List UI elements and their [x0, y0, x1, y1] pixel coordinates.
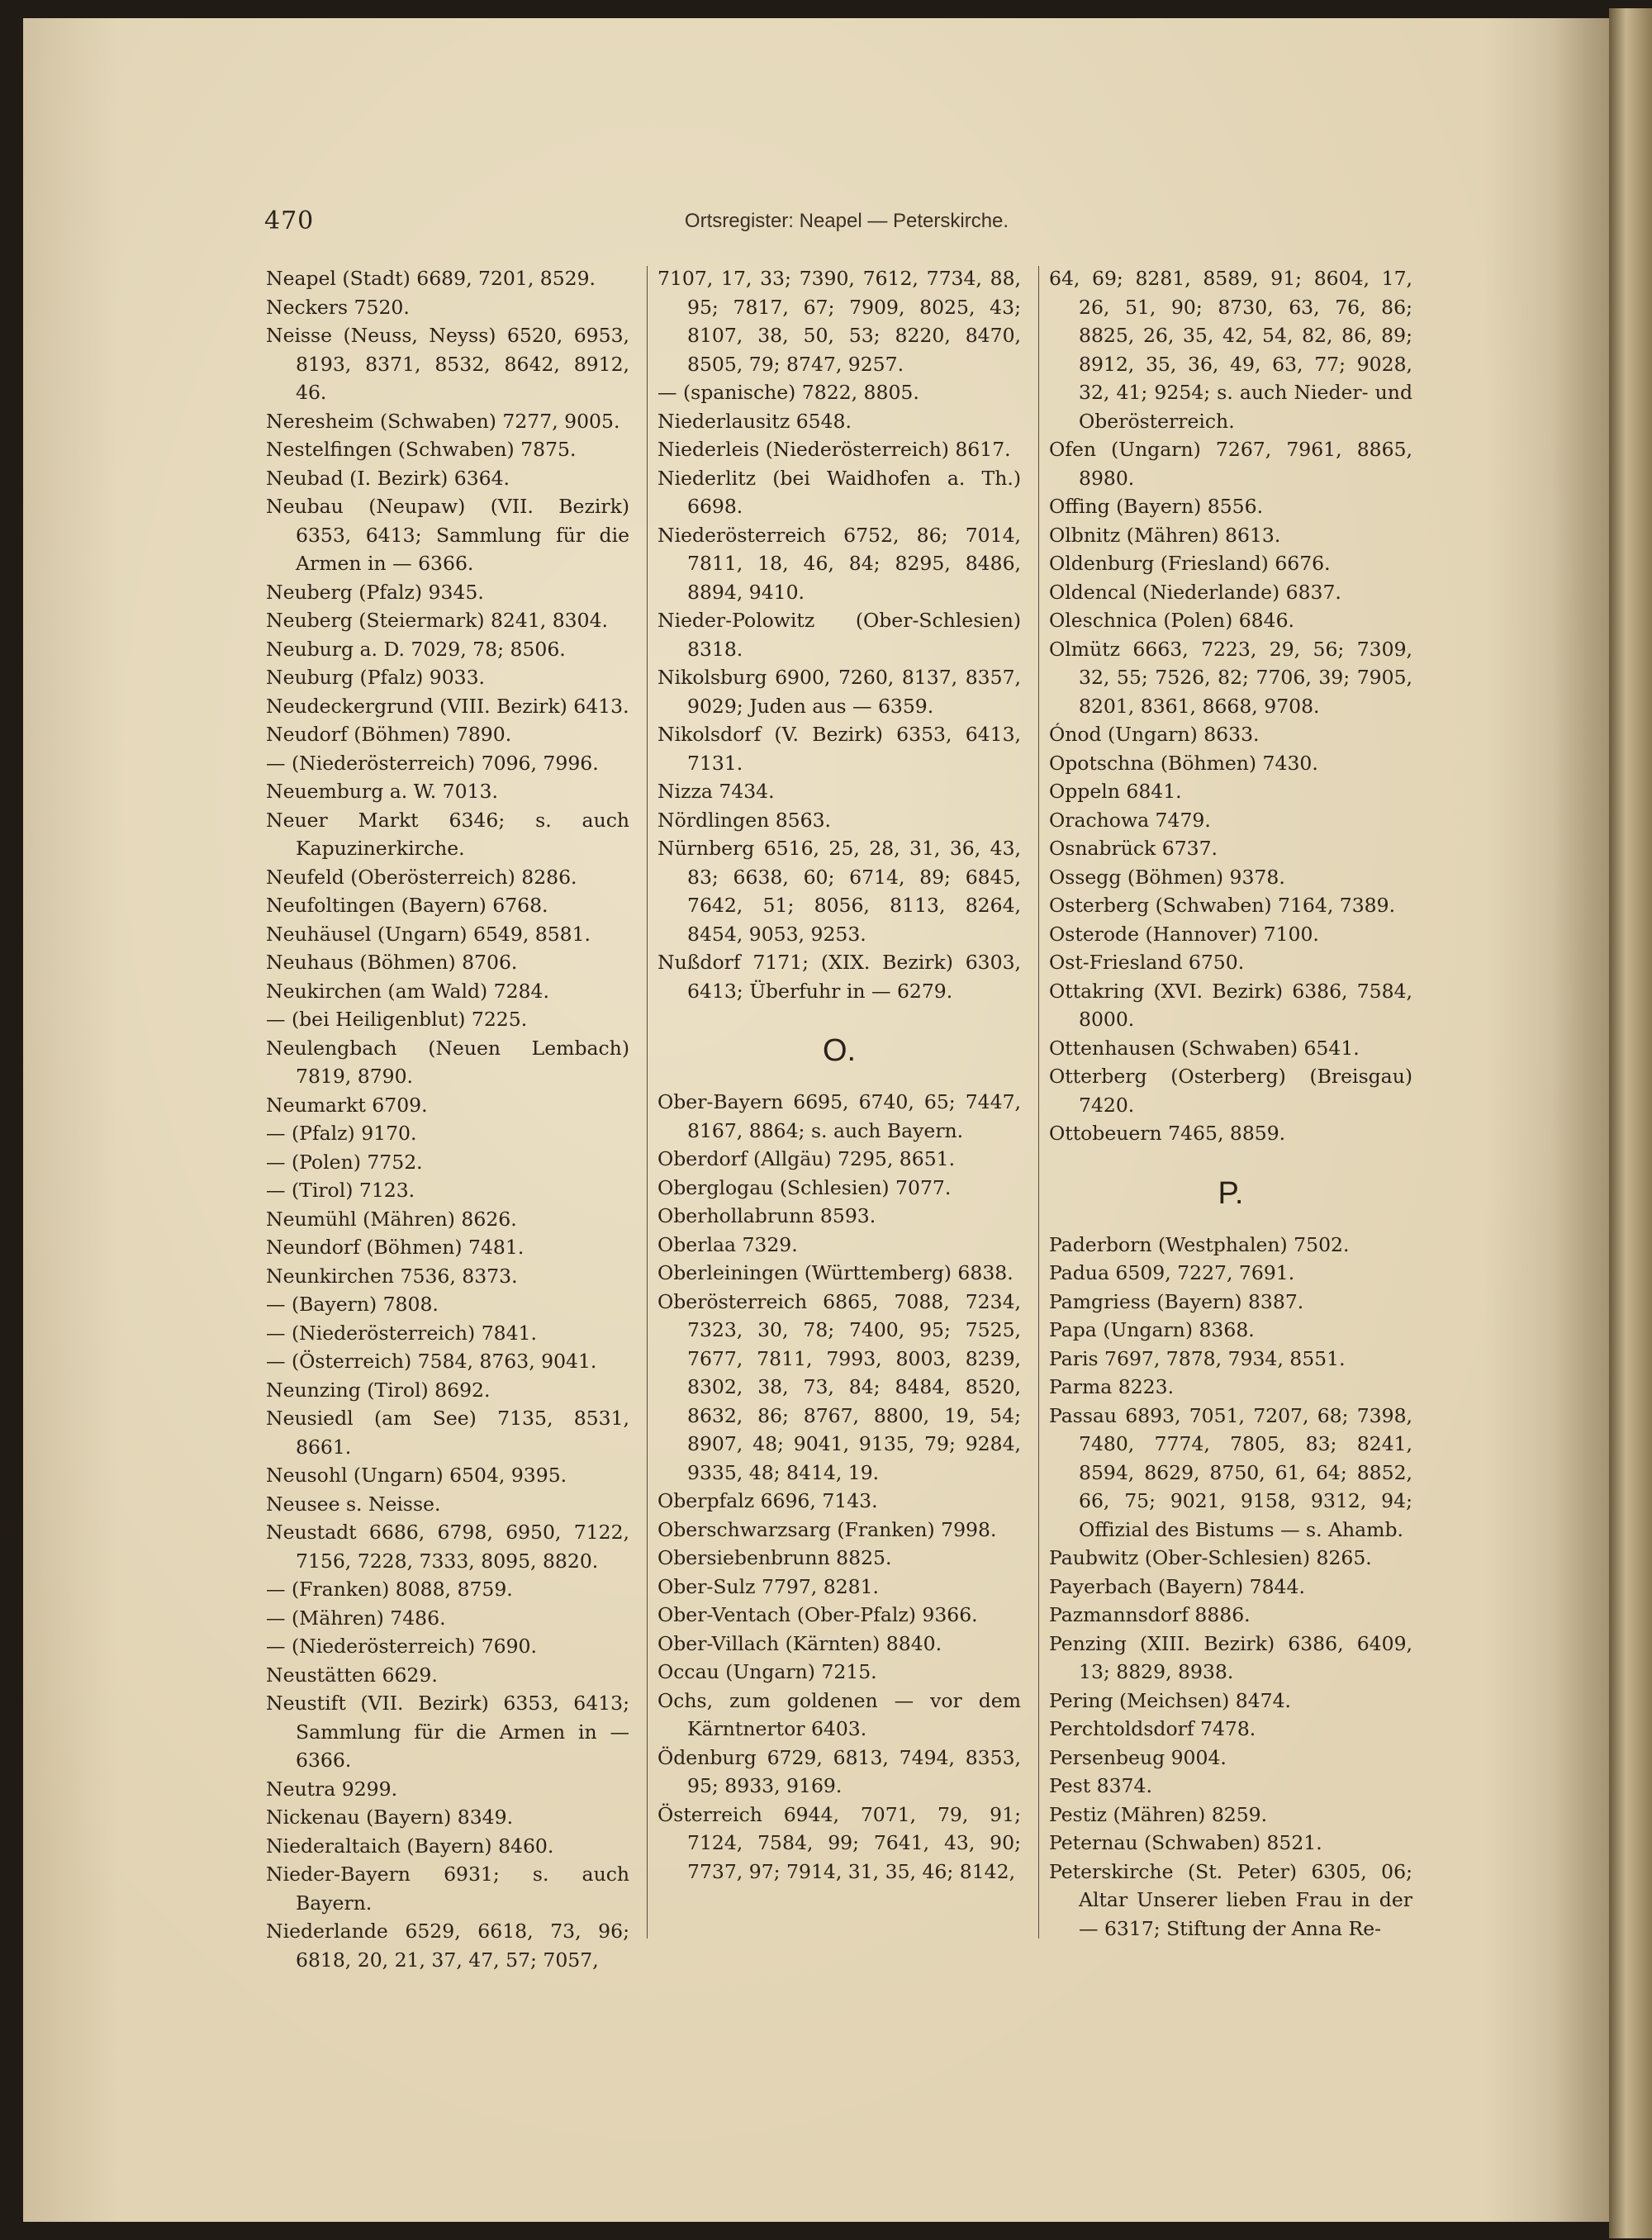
index-entry: Neuhäusel (Ungarn) 6549, 8581.: [266, 922, 591, 946]
index-entry: Opotschna (Böhmen) 7430.: [1049, 751, 1318, 775]
index-entry: Parma 8223.: [1049, 1375, 1175, 1398]
index-entry: Neuberg (Steiermark) 8241, 8304.: [266, 609, 609, 632]
index-entry: Ost-Friesland 6750.: [1049, 951, 1245, 974]
index-entry: Neuer Markt 6346; s. auch Kapuzinerkirche.: [266, 808, 629, 860]
index-entry: Penzing (XIII. Bezirk) 6386, 6409, 13; 8829, 8938.: [1049, 1631, 1412, 1683]
entry-list-col1: [266, 264, 629, 1974]
index-entry: Pest 8374.: [1049, 1774, 1152, 1797]
index-entry: Ober-Bayern 6695, 6740, 65; 7447, 8167, 8864; s. auch Bayern.: [657, 1090, 1021, 1142]
index-entry: Neubad (I. Bezirk) 6364.: [266, 466, 510, 490]
index-entry: Nieder-Bayern 6931; s. auch Bayern.: [266, 1863, 629, 1915]
index-entry: Oldencal (Niederlande) 6837.: [1049, 580, 1341, 604]
index-entry: Paris 7697, 7878, 7934, 8551.: [1049, 1346, 1346, 1370]
index-entry: Osnabrück 6737.: [1049, 837, 1218, 860]
index-entry: Pering (Meichsen) 8474.: [1049, 1688, 1292, 1712]
index-entry: Neusee s. Neisse.: [266, 1492, 441, 1516]
index-entry: Neudeckergrund (VIII. Bezirk) 6413.: [266, 694, 629, 718]
index-entry: Oberpfalz 6696, 7143.: [657, 1489, 878, 1512]
index-entry: Otterberg (Osterberg) (Breisgau) 7420.: [1049, 1065, 1412, 1117]
index-entry: — (Niederösterreich) 7096, 7996.: [266, 751, 599, 775]
index-entry: Neuberg (Pfalz) 9345.: [266, 580, 484, 604]
index-entry: Niederleis (Niederösterreich) 8617.: [657, 438, 1011, 461]
index-entry: Nickenau (Bayern) 8349.: [266, 1806, 514, 1829]
index-entry: Olbnitz (Mähren) 8613.: [1049, 523, 1281, 547]
index-entry: Oldenburg (Friesland) 6676.: [1049, 552, 1331, 575]
index-entry: Ochs, zum goldenen — vor dem Kärntnertor 6403.: [657, 1688, 1021, 1740]
index-entry: — (Franken) 8088, 8759.: [266, 1578, 513, 1601]
index-entry: Neunzing (Tirol) 8692.: [266, 1378, 491, 1402]
index-entry: Oberdorf (Allgäu) 7295, 8651.: [657, 1147, 956, 1170]
index-entry: Neapel (Stadt) 6689, 7201, 8529.: [266, 267, 596, 290]
running-head: Ortsregister: Neapel — Peterskirche.: [684, 210, 1009, 232]
index-entry: Nürnberg 6516, 25, 28, 31, 36, 43, 83; 6638, 60; 6714, 89; 6845, 7642, 51; 8056, 8113, 8264, 8454, 9053, 9253.: [657, 837, 1021, 946]
index-entry: Occau (Ungarn) 7215.: [657, 1660, 877, 1683]
page-number: 470: [264, 206, 315, 235]
index-entry: Passau 6893, 7051, 7207, 68; 7398, 7480, 7774, 7805, 83; 8241, 8594, 8629, 8750, 61, 64; 8852, 66, 75; 9021, 9158, 9312, 94; Offizial des Bistums — s. Ahamb.: [1049, 1403, 1412, 1541]
index-entry: Neusiedl (am See) 7135, 8531, 8661.: [266, 1407, 629, 1459]
index-entry: Orachowa 7479.: [1049, 808, 1211, 832]
index-entry: Oberhollabrunn 8593.: [657, 1204, 876, 1227]
index-entry: Neudorf (Böhmen) 7890.: [266, 723, 512, 746]
index-entry: Neustift (VII. Bezirk) 6353, 6413; Sammlung für die Armen in — 6366.: [266, 1692, 629, 1772]
index-entry: Persenbeug 9004.: [1049, 1745, 1227, 1769]
index-entry: Neuburg (Pfalz) 9033.: [266, 666, 486, 689]
entry-list-col3-top: [1049, 264, 1412, 1148]
index-entry: Ottobeuern 7465, 8859.: [1049, 1122, 1286, 1145]
index-entry: Neulengbach (Neuen Lembach) 7819, 8790.: [266, 1036, 629, 1088]
index-entry: — (Pfalz) 9170.: [266, 1122, 417, 1145]
index-entry: Ödenburg 6729, 6813, 7494, 8353, 95; 8933, 9169.: [657, 1745, 1021, 1797]
index-entry: Neumühl (Mähren) 8626.: [266, 1207, 517, 1231]
index-entry: Paderborn (Westphalen) 7502.: [1049, 1232, 1350, 1256]
index-entry: Obersiebenbrunn 8825.: [657, 1546, 892, 1569]
index-entry: Neunkirchen 7536, 8373.: [266, 1264, 518, 1288]
index-entry: Osterode (Hannover) 7100.: [1049, 922, 1319, 946]
index-entry: Paubwitz (Ober-Schlesien) 8265.: [1049, 1546, 1372, 1569]
index-entry: Offing (Bayern) 8556.: [1049, 495, 1264, 518]
index-column-2: [657, 264, 1021, 1886]
column-rule-left: [647, 266, 648, 1939]
index-entry: Neumarkt 6709.: [266, 1093, 428, 1117]
index-column-1: [266, 264, 629, 1974]
index-entry: Neuburg a. D. 7029, 78; 8506.: [266, 637, 566, 661]
index-entry: Perchtoldsdorf 7478.: [1049, 1717, 1256, 1740]
section-letter-o: O.: [822, 1033, 857, 1068]
index-entry: Ottenhausen (Schwaben) 6541.: [1049, 1036, 1360, 1060]
index-entry: Niederösterreich 6752, 86; 7014, 7811, 18, 46, 84; 8295, 8486, 8894, 9410.: [657, 523, 1021, 604]
index-entry: — (Bayern) 7808.: [266, 1293, 439, 1316]
index-entry: Pazmannsdorf 8886.: [1049, 1603, 1251, 1626]
index-entry: Neubau (Neupaw) (VII. Bezirk) 6353, 6413; Sammlung für die Armen in — 6366.: [266, 495, 629, 575]
index-entry: Neckers 7520.: [266, 295, 410, 319]
index-entry: — (Österreich) 7584, 8763, 9041.: [266, 1350, 597, 1373]
entry-list-col2-bottom: [657, 1088, 1021, 1886]
index-entry: Pamgriess (Bayern) 8387.: [1049, 1289, 1304, 1313]
index-entry: Neukirchen (am Wald) 7284.: [266, 979, 549, 1003]
index-entry: Neresheim (Schwaben) 7277, 9005.: [266, 409, 620, 433]
index-entry: Olmütz 6663, 7223, 29, 56; 7309, 32, 55; 7526, 82; 7706, 39; 7905, 8201, 8361, 8668, 9708.: [1049, 637, 1412, 718]
index-entry: Oleschnica (Polen) 6846.: [1049, 609, 1294, 632]
page-header: [264, 206, 1429, 240]
entry-list-col3-bottom: [1049, 1231, 1412, 1943]
index-entry: 7107, 17, 33; 7390, 7612, 7734, 88, 95; 7817, 67; 7909, 8025, 43; 8107, 38, 50, 53; 8220, 8470, 8505, 79; 8747, 9257.: [657, 267, 1021, 376]
index-entry: Padua 6509, 7227, 7691.: [1049, 1261, 1295, 1284]
index-entry: — (Polen) 7752.: [266, 1150, 423, 1174]
page-edge-shadow: [1553, 18, 1612, 2222]
index-entry: Peternau (Schwaben) 8521.: [1049, 1831, 1322, 1854]
section-letter-p: P.: [1218, 1175, 1244, 1211]
index-entry: Neusohl (Ungarn) 6504, 9395.: [266, 1464, 567, 1487]
index-entry: Oppeln 6841.: [1049, 780, 1182, 803]
index-entry: Nußdorf 7171; (XIX. Bezirk) 6303, 6413; Überfuhr in — 6279.: [657, 951, 1021, 1003]
index-entry: 64, 69; 8281, 8589, 91; 8604, 17, 26, 51, 90; 8730, 63, 76, 86; 8825, 26, 35, 42, 54, 82, 86, 89; 8912, 35, 36, 49, 63, 77; 9028, 32, 41; 9254; s. auch Nieder- und Oberösterreich.: [1049, 267, 1412, 433]
index-entry: Nördlingen 8563.: [657, 808, 831, 832]
index-entry: Ober-Villach (Kärnten) 8840.: [657, 1631, 942, 1655]
index-column-3: [1049, 264, 1412, 1943]
index-entry: Papa (Ungarn) 8368.: [1049, 1318, 1255, 1341]
index-entry: Nieder-Polowitz (Ober-Schlesien) 8318.: [657, 609, 1021, 661]
index-entry: Neisse (Neuss, Neyss) 6520, 6953, 8193, 8371, 8532, 8642, 8912, 46.: [266, 324, 629, 404]
index-entry: Oberösterreich 6865, 7088, 7234, 7323, 30, 78; 7400, 95; 7525, 7677, 7811, 7993, 8003, 8239, 8302, 38, 73, 84; 8484, 8520, 8632, 86; 8767, 8800, 19, 54; 8907, 48; 9041, 9135, 79; 9284, 9335, 48; 8414, 19.: [657, 1289, 1021, 1484]
index-entry: Oberschwarzsarg (Franken) 7998.: [657, 1517, 997, 1541]
index-entry: — (Niederösterreich) 7690.: [266, 1635, 537, 1658]
index-entry: Nikolsburg 6900, 7260, 8137, 8357, 9029; Juden aus — 6359.: [657, 666, 1021, 718]
index-entry: Niederlausitz 6548.: [657, 409, 852, 433]
index-entry: Ober-Ventach (Ober-Pfalz) 9366.: [657, 1603, 978, 1626]
column-rule-right: [1038, 266, 1039, 1939]
index-entry: — (spanische) 7822, 8805.: [657, 381, 919, 404]
index-entry: Ober-Sulz 7797, 8281.: [657, 1574, 880, 1598]
index-entry: Neufeld (Oberösterreich) 8286.: [266, 865, 577, 889]
index-entry: Neustadt 6686, 6798, 6950, 7122, 7156, 7228, 7333, 8095, 8820.: [266, 1521, 629, 1573]
index-entry: Payerbach (Bayern) 7844.: [1049, 1574, 1305, 1598]
index-entry: Oberlaa 7329.: [657, 1232, 798, 1256]
index-entry: — (Mähren) 7486.: [266, 1606, 446, 1630]
index-entry: Nestelfingen (Schwaben) 7875.: [266, 438, 577, 461]
index-entry: Niederaltaich (Bayern) 8460.: [266, 1834, 554, 1858]
index-entry: Neundorf (Böhmen) 7481.: [266, 1236, 525, 1259]
index-entry: Peterskirche (St. Peter) 6305, 06; Altar Unserer lieben Frau in der — 6317; Stiftung der Anna Re-: [1049, 1859, 1412, 1940]
index-entry: Neustätten 6629.: [266, 1663, 438, 1687]
index-entry: Nikolsdorf (V. Bezirk) 6353, 6413, 7131.: [657, 723, 1021, 775]
index-entry: Österreich 6944, 7071, 79, 91; 7124, 7584, 99; 7641, 43, 90; 7737, 97; 7914, 31, 35, 46; 8142,: [657, 1802, 1021, 1883]
index-entry: — (Tirol) 7123.: [266, 1179, 415, 1202]
index-entry: Ossegg (Böhmen) 9378.: [1049, 865, 1285, 889]
index-entry: — (Niederösterreich) 7841.: [266, 1321, 537, 1345]
index-entry: Niederlitz (bei Waidhofen a. Th.) 6698.: [657, 466, 1021, 518]
index-entry: Pestiz (Mähren) 8259.: [1049, 1802, 1268, 1826]
index-entry: Neuhaus (Böhmen) 8706.: [266, 951, 518, 974]
index-entry: Oberglogau (Schlesien) 7077.: [657, 1175, 952, 1199]
index-entry: Oberleiningen (Württemberg) 6838.: [657, 1261, 1014, 1284]
index-entry: Neufoltingen (Bayern) 6768.: [266, 894, 548, 917]
index-entry: Nizza 7434.: [657, 780, 775, 803]
index-entry: Neutra 9299.: [266, 1777, 398, 1801]
entry-list-col2-top: [657, 264, 1021, 1005]
index-entry: Niederlande 6529, 6618, 73, 96; 6818, 20, 21, 37, 47, 57; 7057,: [266, 1920, 629, 1972]
book-spine: [1609, 8, 1652, 2238]
index-entry: Ónod (Ungarn) 8633.: [1049, 723, 1260, 746]
index-entry: Neuemburg a. W. 7013.: [266, 780, 498, 803]
index-entry: Osterberg (Schwaben) 7164, 7389.: [1049, 894, 1396, 917]
index-entry: Ofen (Ungarn) 7267, 7961, 8865, 8980.: [1049, 438, 1412, 490]
index-entry: Ottakring (XVI. Bezirk) 6386, 7584, 8000.: [1049, 979, 1412, 1031]
index-entry: — (bei Heiligenblut) 7225.: [266, 1008, 528, 1031]
